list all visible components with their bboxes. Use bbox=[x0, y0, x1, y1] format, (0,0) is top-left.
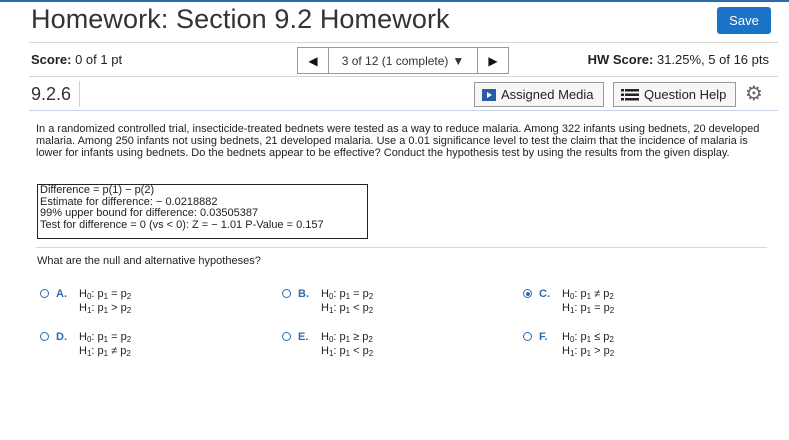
option-letter: B. bbox=[298, 288, 309, 300]
hw-score-value: 31.25%, 5 of 16 pts bbox=[656, 52, 769, 67]
divider bbox=[29, 76, 778, 77]
left-triangle-icon: ◀ bbox=[308, 53, 318, 68]
hw-score-label: HW Score: bbox=[587, 52, 654, 67]
radio-button[interactable] bbox=[40, 332, 49, 341]
alternative-hypothesis: $H_1$: $p_1 < p_2$ bbox=[321, 345, 374, 358]
question-number: 9.2.6 bbox=[31, 84, 72, 104]
null-hypothesis: $H_0$: $p_1 = p_2$ bbox=[79, 288, 132, 301]
null-hypothesis: $H_0$: $p_1 = p_2$ bbox=[79, 331, 132, 344]
alternative-hypothesis: $H_1$: $p_1 > p_2$ bbox=[562, 345, 615, 358]
question-navigator bbox=[297, 47, 509, 74]
prev-question-button[interactable] bbox=[298, 48, 328, 73]
next-question-button[interactable] bbox=[478, 48, 508, 73]
gear-icon[interactable]: ⚙ bbox=[745, 83, 763, 105]
radio-button[interactable] bbox=[523, 332, 532, 341]
radio-button[interactable] bbox=[282, 332, 291, 341]
top-accent-line bbox=[0, 0, 789, 2]
separator bbox=[79, 81, 80, 107]
assigned-media-label: Assigned Media bbox=[501, 87, 594, 102]
divider bbox=[29, 42, 778, 43]
option-letter: C. bbox=[539, 288, 550, 300]
display-line: Estimate for difference: − 0.0218882 bbox=[40, 195, 218, 208]
alternative-hypothesis: $H_1$: $p_1 = p_2$ bbox=[562, 302, 615, 315]
null-hypothesis: $H_0$: $p_1 \ne p_2$ bbox=[562, 288, 614, 301]
radio-button[interactable] bbox=[40, 289, 49, 298]
radio-button-selected[interactable] bbox=[523, 289, 532, 298]
option-letter: E. bbox=[298, 331, 309, 343]
save-button[interactable]: Save bbox=[717, 7, 771, 34]
assigned-media-button[interactable] bbox=[474, 82, 604, 107]
play-icon bbox=[482, 89, 496, 101]
divider bbox=[36, 247, 767, 248]
divider bbox=[29, 110, 778, 111]
score bbox=[31, 52, 122, 67]
score-label: Score: bbox=[31, 52, 72, 67]
alternative-hypothesis: $H_1$: $p_1 > p_2$ bbox=[79, 302, 132, 315]
null-hypothesis: $H_0$: $p_1 \ge p_2$ bbox=[321, 331, 373, 344]
question-select[interactable] bbox=[328, 48, 478, 73]
problem-text: In a randomized controlled trial, insecticide-treated bednets were tested as a way to reduce malaria. Among 322 infants using bednets, 20 developed malaria. Among 250 infants not using bednets, 21 developed malaria. Use a 0.01 significance level to test the claim that the incidence of malaria is lower for infants using bednets. Do the bednets appear to be effective? Conduct the hypothesis test by using the results from the given display. bbox=[36, 123, 760, 159]
dropdown-triangle-icon: ▼ bbox=[452, 53, 465, 68]
null-hypothesis: $H_0$: $p_1 = p_2$ bbox=[321, 288, 374, 301]
page-title: Homework: Section 9.2 Homework bbox=[31, 4, 450, 34]
question-prompt: What are the null and alternative hypotheses? bbox=[37, 255, 261, 267]
question-select-label: 3 of 12 (1 complete) bbox=[341, 53, 449, 68]
results-display bbox=[37, 184, 368, 239]
display-line: 99% upper bound for difference: 0.03505387 bbox=[40, 207, 259, 220]
option-letter: F. bbox=[539, 331, 548, 343]
radio-button[interactable] bbox=[282, 289, 291, 298]
question-help-label: Question Help bbox=[644, 87, 727, 102]
list-icon bbox=[621, 89, 639, 101]
alternative-hypothesis: $H_1$: $p_1 < p_2$ bbox=[321, 302, 374, 315]
option-letter: D. bbox=[56, 331, 67, 343]
hw-score bbox=[588, 52, 769, 67]
question-help-button[interactable] bbox=[613, 82, 736, 107]
right-triangle-icon: ▶ bbox=[488, 53, 498, 68]
alternative-hypothesis: $H_1$: $p_1 \ne p_2$ bbox=[79, 345, 131, 358]
score-value: 0 of 1 pt bbox=[75, 52, 123, 67]
option-letter: A. bbox=[56, 288, 67, 300]
display-line: Test for difference = 0 (vs < 0): Z = − 1.01 P-Value = 0.157 bbox=[40, 218, 324, 231]
display-line: Difference = p(1) − p(2) bbox=[40, 184, 155, 196]
null-hypothesis: $H_0$: $p_1 \le p_2$ bbox=[562, 331, 614, 344]
